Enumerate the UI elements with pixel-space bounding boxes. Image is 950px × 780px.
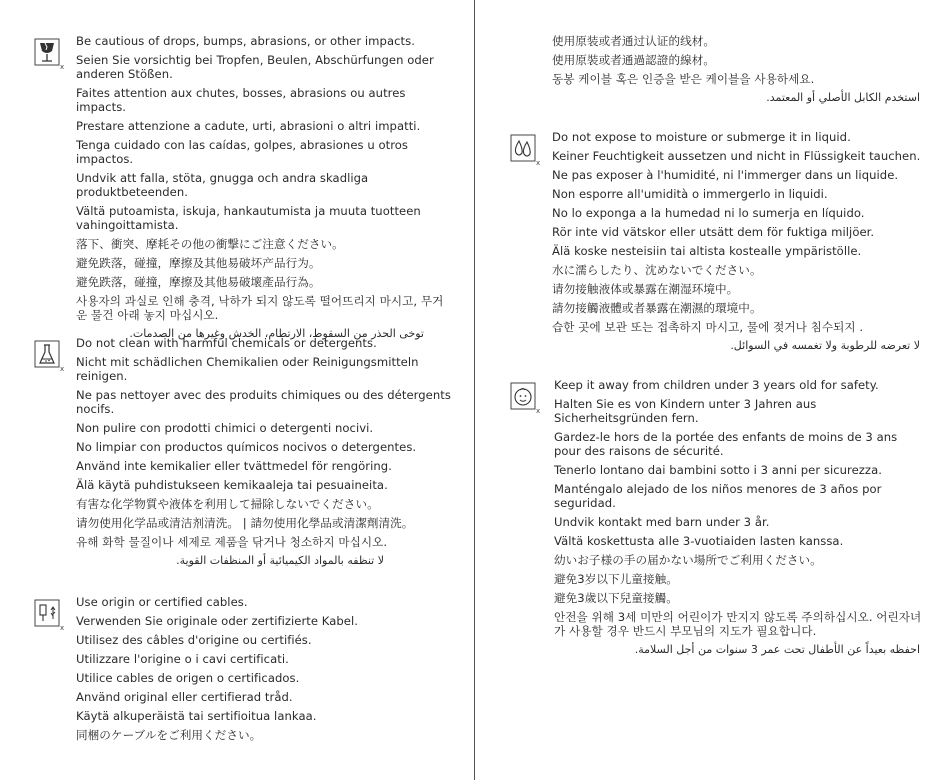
text-line: Älä käytä puhdistukseen kemikaaleja tai pesuaineita. bbox=[76, 478, 388, 492]
text-line: Be cautious of drops, bumps, abrasions, or other impacts. bbox=[76, 34, 415, 48]
chemical-flask-icon bbox=[34, 340, 64, 372]
text-line: 안전을 위해 3세 미만의 어린이가 만지지 않도록 주의하십시오. 어린자녀가 사용할 경우 반드시 부모님의 지도가 필요합니다. bbox=[554, 610, 922, 638]
svg-text:x: x bbox=[536, 159, 540, 166]
text-line: Manténgalo alejado de los niños menores de 3 años por seguridad. bbox=[554, 482, 882, 510]
child-face-icon bbox=[510, 382, 540, 414]
text-line: Non esporre all'umidità o immergerlo in liquidi. bbox=[552, 187, 828, 201]
text-line: No limpiar con productos químicos nocivos o detergentes. bbox=[76, 440, 417, 454]
text-line: Halten Sie es von Kindern unter 3 Jahren aus Sicherheitsgründen fern. bbox=[554, 397, 817, 425]
text-line: Non pulire con prodotti chimici o detergenti nocivi. bbox=[76, 421, 374, 435]
usb-cable-icon bbox=[34, 599, 64, 631]
text-line: 请勿接触液体或暴露在潮湿环境中。 bbox=[552, 282, 739, 296]
text-line: 幼いお子様の手の届かない場所でご利用ください。 bbox=[554, 553, 822, 567]
text-line: Tenerlo lontano dai bambini sotto i 3 anni per sicurezza. bbox=[554, 463, 882, 477]
text-line: Nicht mit schädlichen Chemikalien oder Reinigungsmitteln reinigen. bbox=[76, 355, 419, 383]
text-line: 避免3岁以下儿童接触。 bbox=[554, 572, 678, 586]
text-line: 请勿使用化学品或清洁剂清洗。 | 請勿使用化學品或清潔劑清洗。 bbox=[76, 516, 414, 530]
text-line: 請勿接觸液體或者暴露在潮濕的環境中。 bbox=[552, 301, 762, 315]
text-line-arabic: لا تنظفه بالمواد الكيميائية أو المنظفات القوية. bbox=[176, 554, 384, 567]
text-line: Utilice cables de origen o certificados. bbox=[76, 671, 300, 685]
text-line: 습한 곳에 보관 또는 접촉하지 마시고, 물에 젖거나 침수되지 . bbox=[552, 320, 864, 334]
svg-text:x: x bbox=[536, 407, 540, 414]
text-line: 同梱のケーブルをご利用ください。 bbox=[76, 728, 262, 742]
text-line: Ne pas exposer à l'humidité, ni l'immerger dans un liquide. bbox=[552, 168, 899, 182]
text-line-arabic: لا تعرضه للرطوبة ولا تغمسه في السوائل. bbox=[730, 339, 920, 352]
page-divider bbox=[474, 0, 475, 780]
text-line: Använd original eller certifierad tråd. bbox=[76, 690, 293, 704]
text-line: Gardez-le hors de la portée des enfants de moins de 3 ans pour des raisons de sécurité. bbox=[554, 430, 898, 458]
text-line: Använd inte kemikalier eller tvättmedel för rengöring. bbox=[76, 459, 392, 473]
text-line: 사용자의 과실로 인해 충격, 낙하가 되지 않도록 떨어뜨리지 마시고, 무거운 물건 아래 놓지 마십시오. bbox=[76, 294, 444, 322]
text-line: Undvik att falla, stöta, gnugga och andra skadliga produktbeteenden. bbox=[76, 171, 369, 199]
svg-text:x: x bbox=[60, 624, 64, 631]
text-line: Do not expose to moisture or submerge it in liquid. bbox=[552, 130, 851, 144]
text-line: 동봉 케이블 혹은 인증을 받은 케이블을 사용하세요. bbox=[552, 72, 815, 86]
text-line: 避免跌落，碰撞，摩擦及其他易破坏产品行为。 bbox=[76, 256, 321, 270]
text-line-arabic: احفظه بعيداً عن الأطفال تحت عمر 3 سنوات من أجل السلامة. bbox=[634, 643, 920, 656]
text-line: Vältä koskettusta alle 3-vuotiaiden lasten kanssa. bbox=[554, 534, 844, 548]
text-line: Verwenden Sie originale oder zertifizierte Kabel. bbox=[76, 614, 358, 628]
text-line: Keep it away from children under 3 years old for safety. bbox=[554, 378, 879, 392]
text-line: 水に濡らしたり、沈めないでください。 bbox=[552, 263, 762, 277]
text-line: Utilizzare l'origine o i cavi certificati. bbox=[76, 652, 289, 666]
text-line: 避免跌落，碰撞，摩擦及其他易破壞產品行為。 bbox=[76, 275, 321, 289]
text-line: Vältä putoamista, iskuja, hankautumista ja muuta tuotteen vahingoittamista. bbox=[76, 204, 421, 232]
text-line: Käytä alkuperäistä tai sertifioitua lankaa. bbox=[76, 709, 317, 723]
text-line: 使用原裝或者通過認證的線材。 bbox=[552, 53, 716, 67]
water-drops-icon bbox=[510, 134, 540, 166]
text-line: Prestare attenzione a cadute, urti, abrasioni o altri impatti. bbox=[76, 119, 421, 133]
text-line: 有害な化学物質や液体を利用して掃除しないでください。 bbox=[76, 497, 379, 511]
text-line: Use origin or certified cables. bbox=[76, 595, 248, 609]
text-line: Älä koske nesteisiin tai altista kostealle ympäristölle. bbox=[552, 244, 862, 258]
text-line: 유해 화학 물질이나 세제로 제품을 닦거나 청소하지 마십시오. bbox=[76, 535, 388, 549]
text-line: Do not clean with harmful chemicals or detergents. bbox=[76, 336, 377, 350]
svg-text:x: x bbox=[60, 63, 64, 70]
text-line-arabic: استخدم الكابل الأصلي أو المعتمد. bbox=[766, 91, 920, 104]
text-line: Utilisez des câbles d'origine ou certifiés. bbox=[76, 633, 312, 647]
text-line: Undvik kontakt med barn under 3 år. bbox=[554, 515, 770, 529]
fragile-glass-icon bbox=[34, 38, 64, 70]
text-line: Rör inte vid vätskor eller utsätt dem för fuktiga miljöer. bbox=[552, 225, 875, 239]
svg-text:x: x bbox=[60, 365, 64, 372]
text-line: 使用原装或者通过认证的线材。 bbox=[552, 34, 716, 48]
text-line: Seien Sie vorsichtig bei Tropfen, Beulen, Abschürfungen oder anderen Stößen. bbox=[76, 53, 434, 81]
text-line: 落下、衝突、摩耗その他の衝撃にご注意ください。 bbox=[76, 237, 344, 251]
text-line: No lo exponga a la humedad ni lo sumerja en líquido. bbox=[552, 206, 865, 220]
text-line: Faites attention aux chutes, bosses, abrasions ou autres impacts. bbox=[76, 86, 406, 114]
text-line: 避免3歲以下兒童接觸。 bbox=[554, 591, 678, 605]
text-line: Keiner Feuchtigkeit aussetzen und nicht in Flüssigkeit tauchen. bbox=[552, 149, 921, 163]
text-line: Tenga cuidado con las caídas, golpes, abrasiones u otros impactos. bbox=[76, 138, 409, 166]
text-line-arabic: توخى الحذر من السقوط، الارتطام، الخدش وغيرها من الصدمات. bbox=[129, 327, 424, 340]
text-line: Ne pas nettoyer avec des produits chimiques ou des détergents nocifs. bbox=[76, 388, 451, 416]
